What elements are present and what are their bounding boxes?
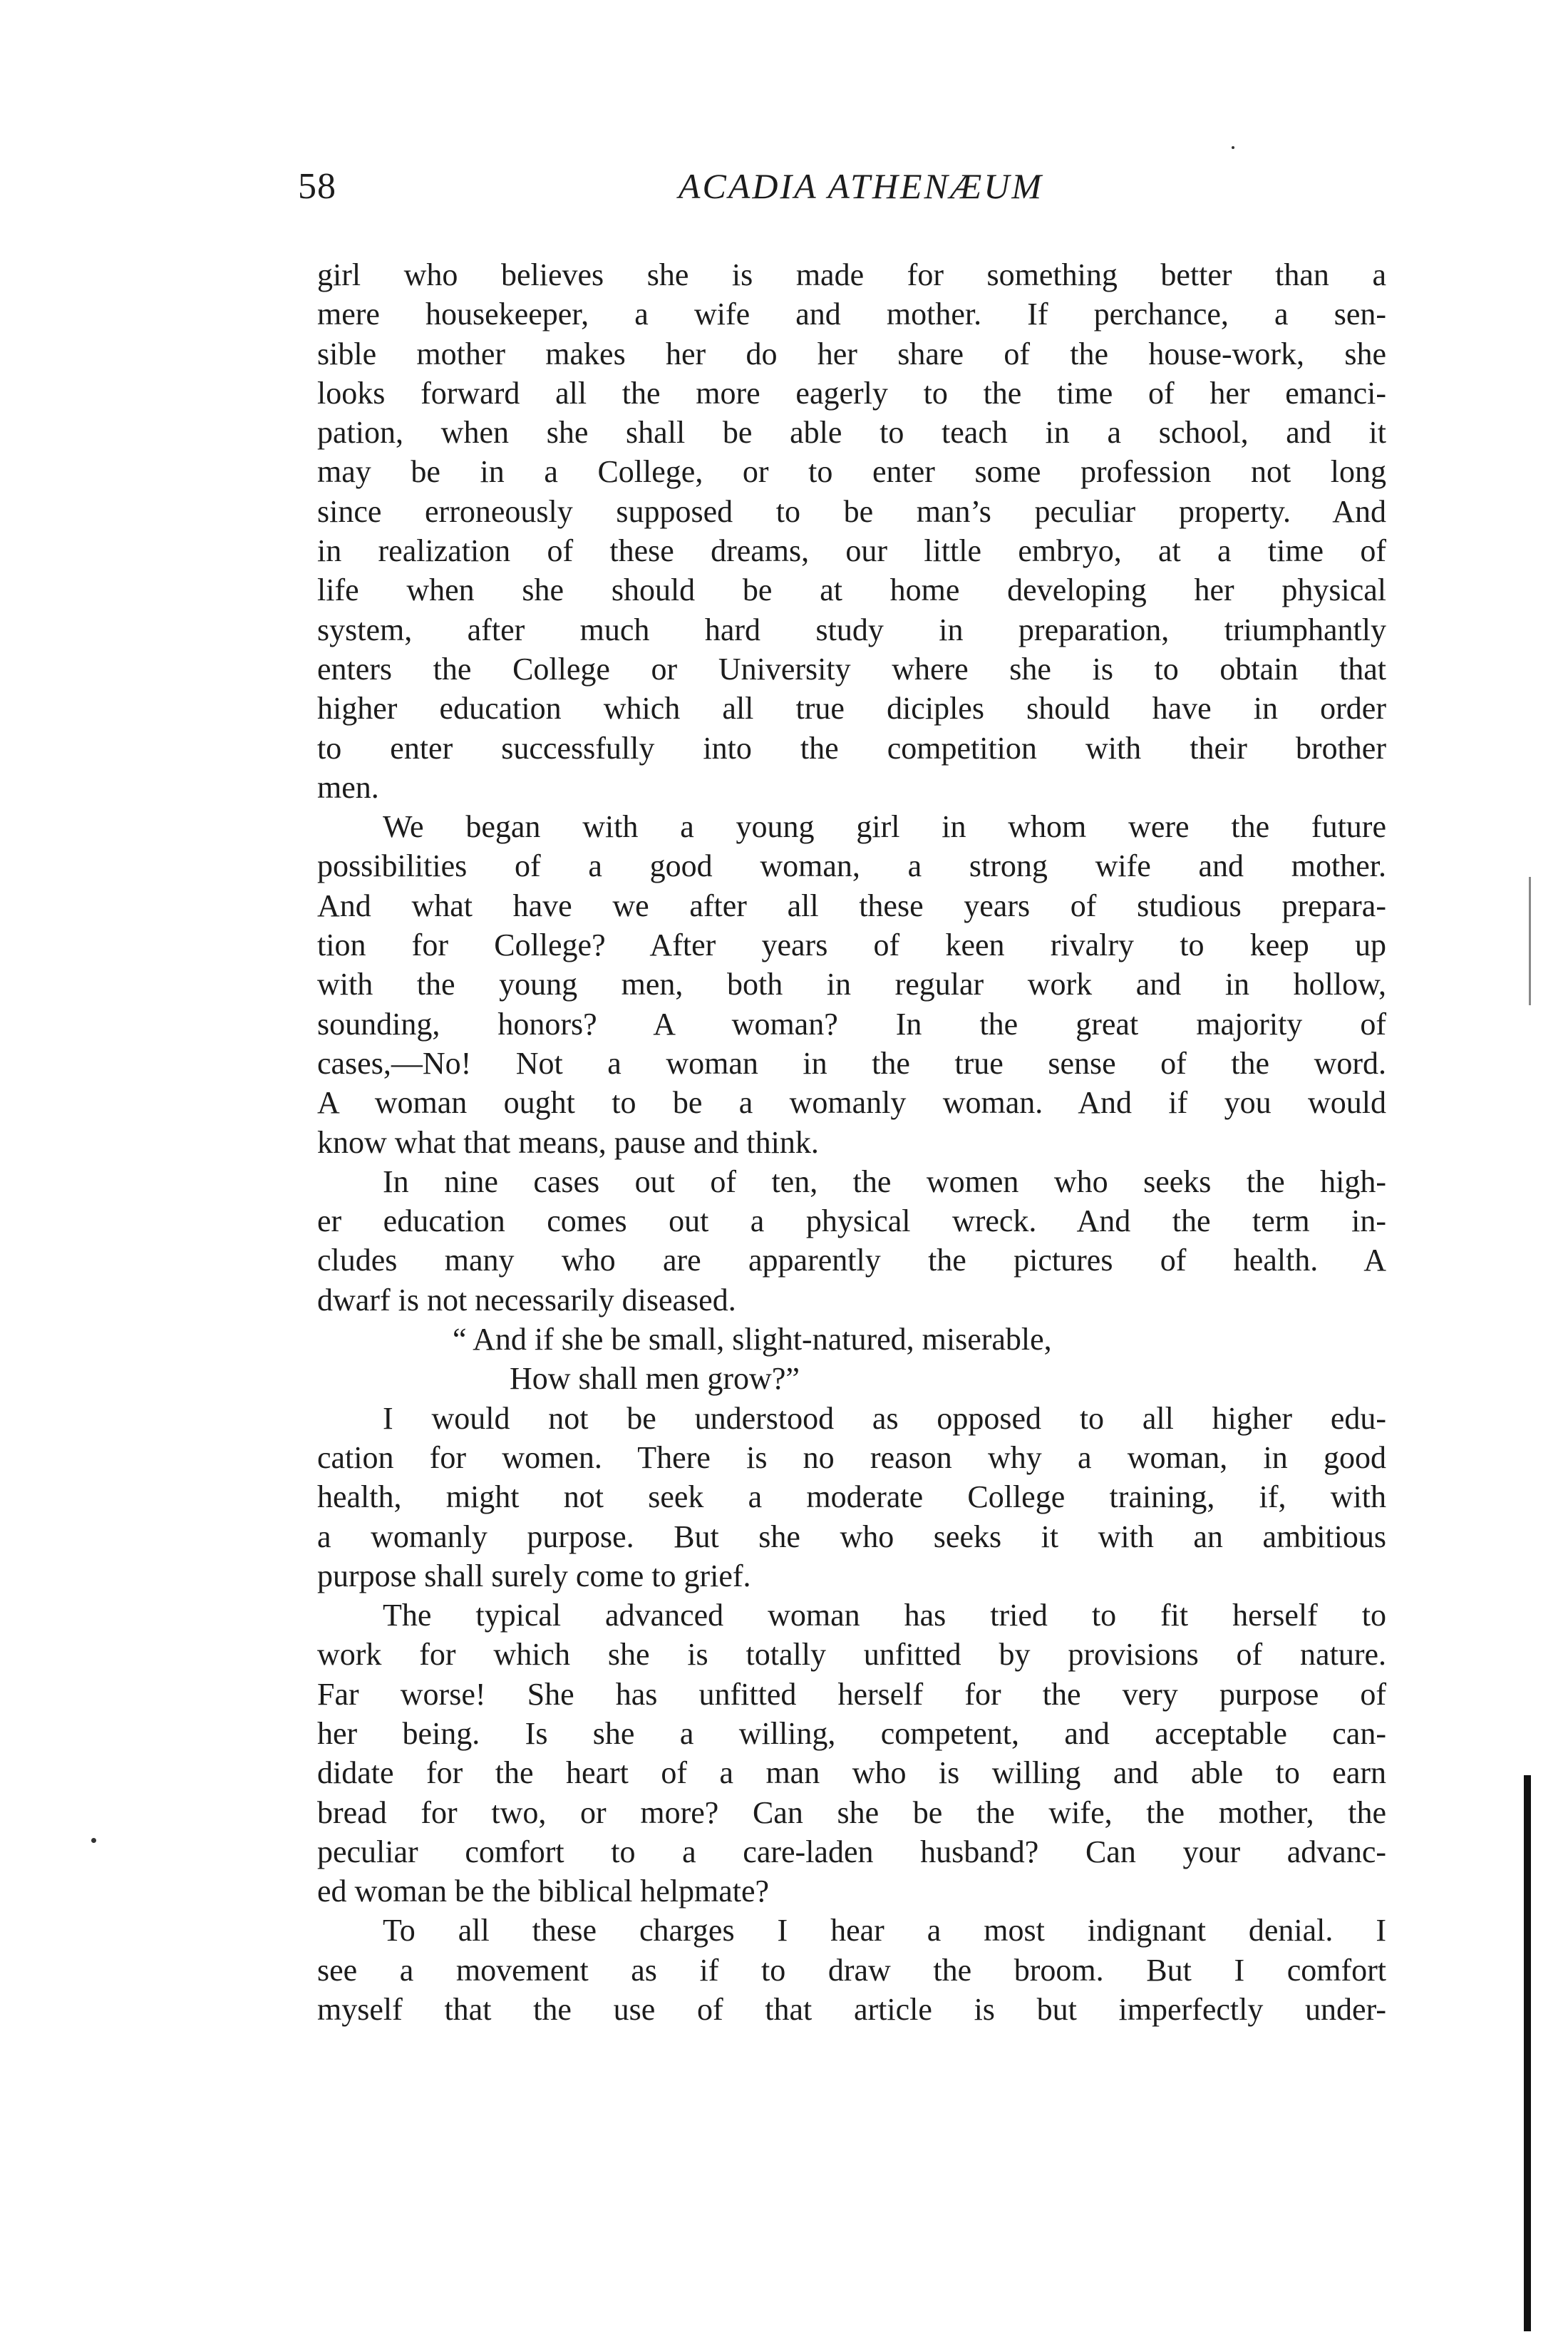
text-line: see a movement as if to draw the broom. But I comfort (317, 1952, 1386, 1988)
text-line: How shall men grow?” (510, 1361, 800, 1397)
text-line: I would not be understood as opposed to all higher edu- (383, 1400, 1386, 1436)
scan-edge-bar (1524, 1775, 1531, 2331)
text-line: her being. Is she a willing, competent, and acceptable can- (317, 1715, 1386, 1751)
text-line: cases,—No! Not a woman in the true sense of the word. (317, 1045, 1386, 1081)
text-line: myself that the use of that article is but imperfectly under- (317, 1992, 1386, 2028)
text-line: sounding, honors? A woman? In the great majority of (317, 1006, 1386, 1042)
text-line: a womanly purpose. But she who seeks it with an ambitious (317, 1519, 1386, 1554)
text-line: The typical advanced woman has tried to fit herself to (383, 1598, 1386, 1633)
text-line: cludes many who are apparently the pictures of health. A (317, 1243, 1386, 1278)
text-line: In nine cases out of ten, the women who seeks the high- (383, 1164, 1386, 1199)
text-line: girl who believes she is made for something better than a (317, 257, 1386, 292)
text-line: with the young men, both in regular work and in hollow, (317, 967, 1386, 1002)
text-line: mere housekeeper, a wife and mother. If perchance, a sen- (317, 297, 1386, 332)
text-line: bread for two, or more? Can she be the wife, the mother, the (317, 1794, 1386, 1830)
text-line: Far worse! She has unfitted herself for the very purpose of (317, 1676, 1386, 1712)
scan-speck (91, 1838, 96, 1843)
text-line: looks forward all the more eagerly to the time of her emanci- (317, 375, 1386, 411)
text-line: And what have we after all these years of studious prepara- (317, 888, 1386, 923)
text-line: may be in a College, or to enter some profession not long (317, 454, 1386, 490)
article-body (317, 255, 1386, 2029)
running-head: ACADIA ATHENÆUM (678, 166, 1044, 206)
text-line: know what that means, pause and think. (317, 1124, 819, 1160)
text-line: dwarf is not necessarily diseased. (317, 1282, 736, 1318)
scan-speck (1232, 146, 1234, 149)
text-line: A woman ought to be a womanly woman. And if you would (317, 1085, 1386, 1121)
text-line: life when she should be at home developing her physical (317, 572, 1386, 608)
text-line: possibilities of a good woman, a strong wife and mother. (317, 848, 1386, 884)
text-line: didate for the heart of a man who is willing and able to earn (317, 1755, 1386, 1791)
text-line: to enter successfully into the competition with their brother (317, 730, 1386, 766)
scan-edge-mark (1529, 877, 1531, 1005)
page-number: 58 (298, 166, 336, 207)
text-line: since erroneously supposed to be man’s peculiar property. And (317, 493, 1386, 529)
text-line: “ And if she be small, slight-natured, miserable, (453, 1322, 1052, 1357)
text-line: system, after much hard study in preparation, triumphantly (317, 612, 1386, 647)
text-line: men. (317, 769, 379, 805)
text-line: ed woman be the biblical helpmate? (317, 1874, 770, 1909)
text-line: pation, when she shall be able to teach in a school, and it (317, 415, 1386, 451)
text-line: in realization of these dreams, our little embryo, at a time of (317, 533, 1386, 569)
text-line: er education comes out a physical wreck. And the term in- (317, 1203, 1386, 1239)
text-line: sible mother makes her do her share of the house-work, she (317, 336, 1386, 371)
text-line: purpose shall surely come to grief. (317, 1558, 751, 1593)
page-header (298, 165, 1396, 215)
text-line: We began with a young girl in whom were the future (383, 809, 1386, 845)
text-line: peculiar comfort to a care-laden husband? Can your advanc- (317, 1834, 1386, 1869)
text-line: To all these charges I hear a most indignant denial. I (383, 1913, 1386, 1948)
text-line: cation for women. There is no reason why a woman, in good (317, 1439, 1386, 1475)
text-line: tion for College? After years of keen rivalry to keep up (317, 928, 1386, 963)
text-line: work for which she is totally unfitted by provisions of nature. (317, 1637, 1386, 1673)
text-line: higher education which all true diciples should have in order (317, 691, 1386, 726)
text-line: enters the College or University where she is to obtain that (317, 651, 1386, 687)
text-line: health, might not seek a moderate College training, if, with (317, 1479, 1386, 1515)
